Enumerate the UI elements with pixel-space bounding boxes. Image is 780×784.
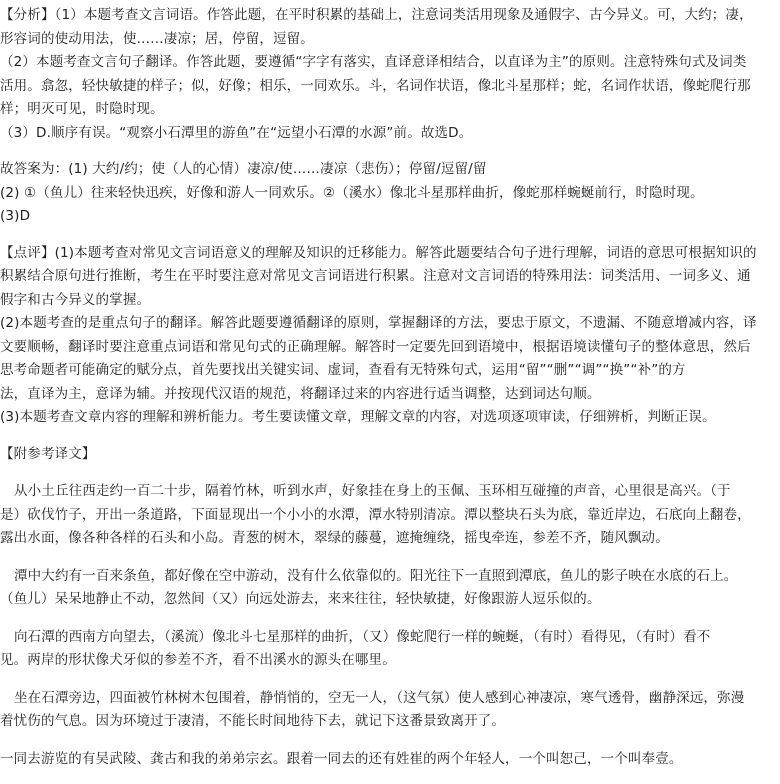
comment-line: 积累结合原句进行推断，考生在平时要注意对常见文言词语进行积累。注意对文言词语的特殊用法：词类活用、一词多义、通	[0, 268, 751, 284]
translation-line: 见。两岸的形状像犬牙似的参差不齐，看不出溪水的源头在哪里。	[0, 652, 396, 668]
comment-line: 法，直译为主，意译为辅。并按现代汉语的规范，将翻译过来的内容进行适当调整，达到词达句顺。	[0, 385, 601, 402]
translation-line: 向石潭的西南方向望去，（溪流）像北斗七星那样的曲折，（又）像蛇爬行一样的蜿蜒，（有时）看得见，（有时）看不	[14, 628, 711, 645]
comment-line: 思考命题者可能确定的赋分点，首先要找出关键实词、虚词，查看有无特殊句式，运用“留”“删”“调”“换”“补”的方	[0, 362, 686, 378]
translation-line: 露出水面，像各种各样的石头和小岛。青葱的树木，翠绿的藤蔓，遮掩缠绕，摇曳牵连，参差不齐，随风飘动。	[0, 530, 669, 546]
answer-section	[0, 158, 776, 229]
translation-line: 着忧伤的气息。因为环境过于凄清，不能长时间地待下去，就记下这番景致离开了。	[0, 713, 506, 729]
comment-line: 文要顺畅，翻译时要注意重点词语和常见句式的正确理解。解答时一定要先回到语境中，根据语境读懂句子的整体意思，然后	[0, 338, 751, 355]
translation-section	[0, 443, 776, 772]
translation-paragraph	[0, 687, 776, 734]
translation-line: 一同去游览的有吴武陵、龚古和我的弟弟宗玄。跟着一同去的还有姓崔的两个年轻人，一个叫恕己，一个叫奉壹。	[0, 750, 683, 767]
translation-line: 从小土丘往西走约一百二十步，隔着竹林，听到水声，好象挂在身上的玉佩、玉环相互碰撞的声音，心里很是高兴。（于	[14, 483, 731, 499]
comment-line: (3)本题考查文章内容的理解和辨析能力。考生要读懂文章，理解文章的内容，对选项逐项审读，仔细辨析，判断正误。	[0, 409, 716, 425]
translation-line: 坐在石潭旁边，四面被竹林树木包围着，静悄悄的，空无一人，（这气氛）使人感到心神凄凉，寒气透骨，幽静深远，弥漫	[14, 689, 745, 706]
translation-heading: 【附参考译文】	[0, 445, 96, 462]
comment-line: 【点评】(1)本题考查对常见文言词语意义的理解及知识的迁移能力。解答此题要结合句子进行理解，词语的意思可根据知识的	[0, 244, 757, 261]
answer-line: (2) ①（鱼儿）往来轻快迅疾，好像和游人一同欢乐。②（溪水）像北斗星那样曲折，像蛇那样蜿蜒前行，时隐时现。	[0, 184, 704, 201]
comment-section	[0, 242, 776, 430]
analysis-line: （3）D.顺序有误。“观察小石潭里的游鱼”在“远望小石潭的水源”前。故选D。	[0, 124, 473, 141]
translation-paragraph	[0, 748, 776, 772]
translation-line: 潭中大约有一百来条鱼，都好像在空中游动，没有什么依靠似的。阳光往下一直照到潭底，鱼儿的影子映在水底的石上。	[14, 567, 738, 584]
analysis-line: 【分析】（1）本题考查文言词语。作答此题，在平时积累的基础上，注意词类活用现象及通假字、古今异义。可，大约；凄，	[0, 7, 753, 23]
analysis-line: （2）本题考查文言句子翻译。作答此题，要遵循“字字有落实，直译意译相结合，以直译为主”的原则。注意特殊句式及词类	[0, 54, 747, 70]
translation-paragraph	[0, 626, 776, 673]
comment-line: 假字和古今异义的掌握。	[0, 291, 151, 308]
analysis-line: 活用。翕忽，轻快敏捷的样子；似，好像；相乐，一同欢乐。斗，名词作状语，像北斗星那样；蛇，名词作状语，像蛇爬行那	[0, 77, 751, 94]
analysis-line: 形容词的使动用法，使……凄凉；居，停留，逗留。	[0, 30, 314, 47]
translation-paragraph	[0, 565, 776, 612]
answer-line: (3)D	[0, 208, 31, 224]
comment-line: (2)本题考查的是重点句子的翻译。解答此题要遵循翻译的原则，掌握翻译的方法，要忠于原文，不遗漏、不随意增减内容，译	[0, 315, 757, 331]
translation-line: 是）砍伐竹子，开出一条道路，下面显现出一个小小的水潭，潭水特别清凉。潭以整块石头为底，靠近岸边，石底向上翻卷，	[0, 506, 751, 523]
translation-paragraph	[0, 480, 776, 551]
analysis-section	[0, 4, 776, 145]
analysis-line: 样；明灭可见，时隐时现。	[0, 101, 164, 117]
translation-line: （鱼儿）呆呆地静止不动，忽然间（又）向远处游去，来来往往，轻快敏捷，好像跟游人逗乐似的。	[0, 591, 601, 607]
answer-line: 故答案为：(1) 大约/约；使（人的心情）凄凉/使……凄凉（悲伤）；停留/逗留/留	[0, 161, 487, 177]
